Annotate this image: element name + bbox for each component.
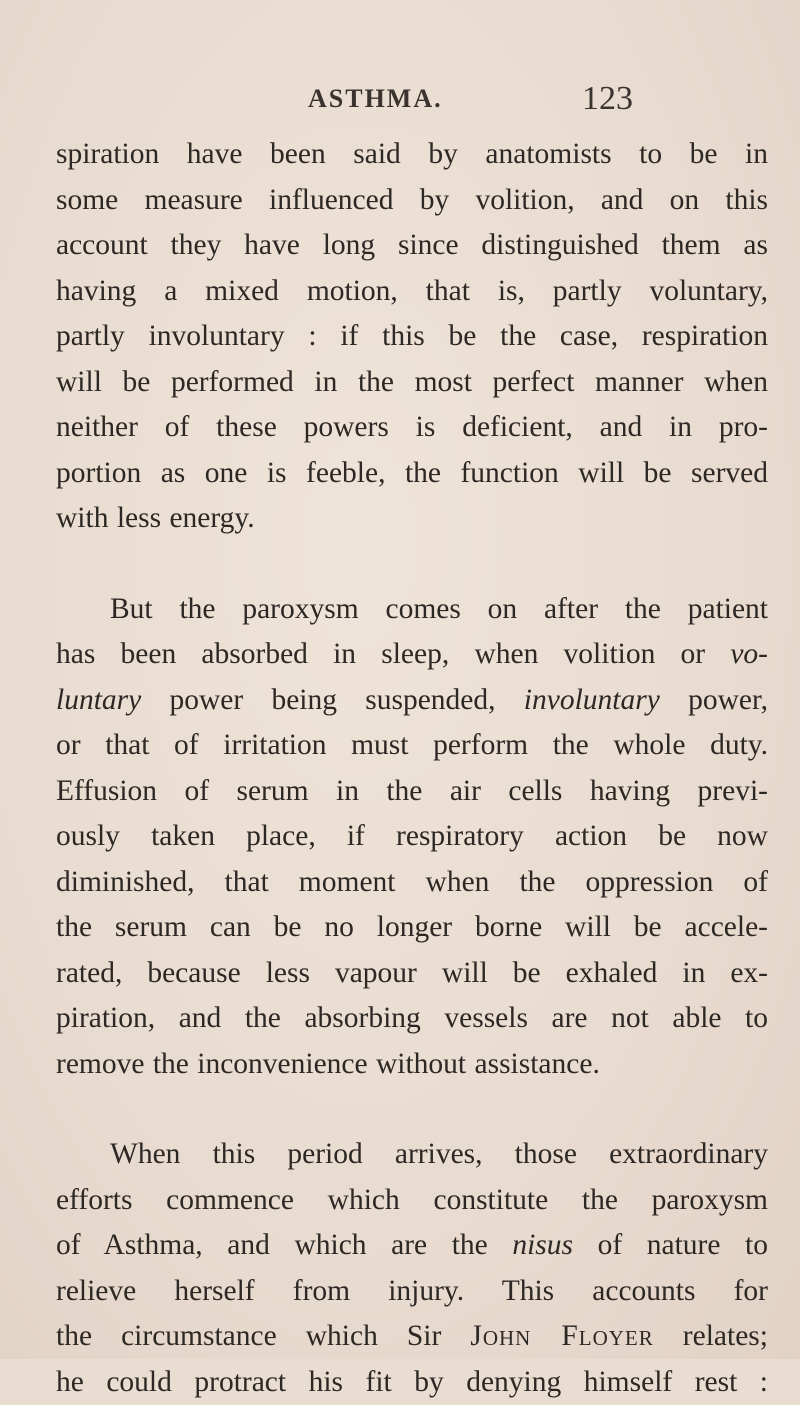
page-number: 123 <box>582 80 633 118</box>
paragraph-1 <box>56 132 768 542</box>
text-line: When this period arrives, those extraordinary <box>56 1132 768 1178</box>
text-line: luntary power being suspended, involuntary power, <box>56 678 768 724</box>
paragraph-2 <box>56 587 768 1088</box>
text-line: with less energy. <box>56 496 768 542</box>
body-text <box>56 132 768 1405</box>
text-line: remove the inconvenience without assistance. <box>56 1042 768 1088</box>
text-line: having a mixed motion, that is, partly voluntary, <box>56 269 768 315</box>
text-line: has been absorbed in sleep, when volition or vo- <box>56 632 768 678</box>
text-line: will be performed in the most perfect manner when <box>56 360 768 406</box>
text-line: some measure influenced by volition, and on this <box>56 178 768 224</box>
text-line: of Asthma, and which are the nisus of nature to <box>56 1223 768 1269</box>
text-line: account they have long since distinguished them as <box>56 223 768 269</box>
text-line: efforts commence which constitute the paroxysm <box>56 1178 768 1224</box>
running-head <box>0 80 800 120</box>
text-line: the serum can be no longer borne will be accele- <box>56 905 768 951</box>
text-line: rated, because less vapour will be exhaled in ex- <box>56 951 768 997</box>
text-line: portion as one is feeble, the function will be served <box>56 451 768 497</box>
text-line: piration, and the absorbing vessels are not able to <box>56 996 768 1042</box>
text-line: diminished, that moment when the oppression of <box>56 860 768 906</box>
text-line: partly involuntary : if this be the case, respiration <box>56 314 768 360</box>
text-line: he could protract his fit by denying himself rest : <box>56 1360 768 1405</box>
text-line: neither of these powers is deficient, and in pro- <box>56 405 768 451</box>
text-line: spiration have been said by anatomists to be in <box>56 132 768 178</box>
paragraph-3 <box>56 1132 768 1405</box>
text-line: or that of irritation must perform the whole duty. <box>56 723 768 769</box>
running-title: ASTHMA. <box>308 84 443 114</box>
text-line: the circumstance which Sir John Floyer relates; <box>56 1314 768 1360</box>
text-line: Effusion of serum in the air cells having previ- <box>56 769 768 815</box>
text-line: relieve herself from injury. This accounts for <box>56 1269 768 1315</box>
text-line: ously taken place, if respiratory action be now <box>56 814 768 860</box>
text-line: But the paroxysm comes on after the patient <box>56 587 768 633</box>
